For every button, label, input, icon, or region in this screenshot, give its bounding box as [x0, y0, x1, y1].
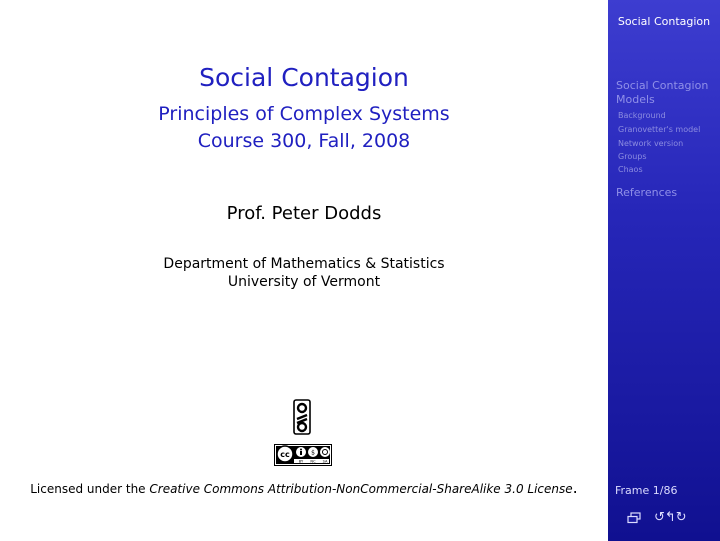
cc-badge-tag-by: BY: [298, 459, 304, 464]
author-name: Prof. Peter Dodds: [226, 203, 382, 224]
sidebar-subsection-chaos[interactable]: Chaos: [618, 165, 643, 174]
sidebar-subsection-network-version[interactable]: Network version: [618, 139, 684, 148]
frame-counter: Frame 1/86: [615, 484, 678, 497]
sidebar-subsection-groups[interactable]: Groups: [618, 152, 647, 161]
sidebar-section-references[interactable]: References: [616, 186, 678, 199]
cc-badge-main: cc: [280, 450, 290, 459]
institution-university: University of Vermont: [227, 274, 381, 290]
navigation-sidebar: [608, 0, 720, 541]
sidebar-subsection-background[interactable]: Background: [618, 111, 666, 120]
sidebar-subsection-granovetters-model[interactable]: Granovetter's model: [618, 125, 701, 134]
navigation-arrows-icon[interactable]: ↺↰↻: [654, 510, 687, 525]
cc-badge-tag-sa: SA: [322, 459, 328, 464]
university-logo-icon: [293, 399, 311, 435]
cc-license-badge-icon: [274, 444, 332, 466]
license-suffix: .: [572, 478, 578, 497]
sidebar-section-social-contagion-models[interactable]: Social Contagion Models: [616, 79, 709, 106]
license-link[interactable]: Creative Commons Attribution-NonCommercial-ShareAlike 3.0 License: [149, 482, 573, 496]
slide-title: Social Contagion: [199, 63, 409, 92]
slide-subtitle-course: Principles of Complex Systems: [158, 103, 450, 125]
license-text: [0, 478, 608, 497]
cc-badge-tag-nc: NC: [310, 459, 316, 464]
slide-subtitle-term: Course 300, Fall, 2008: [197, 130, 411, 152]
license-prefix: Licensed under the: [30, 482, 150, 496]
institution-department: Department of Mathematics & Statistics: [163, 256, 445, 272]
svg-text:$: $: [311, 449, 315, 457]
window-icon[interactable]: [627, 512, 641, 524]
sidebar-header[interactable]: Social Contagion: [617, 15, 711, 28]
